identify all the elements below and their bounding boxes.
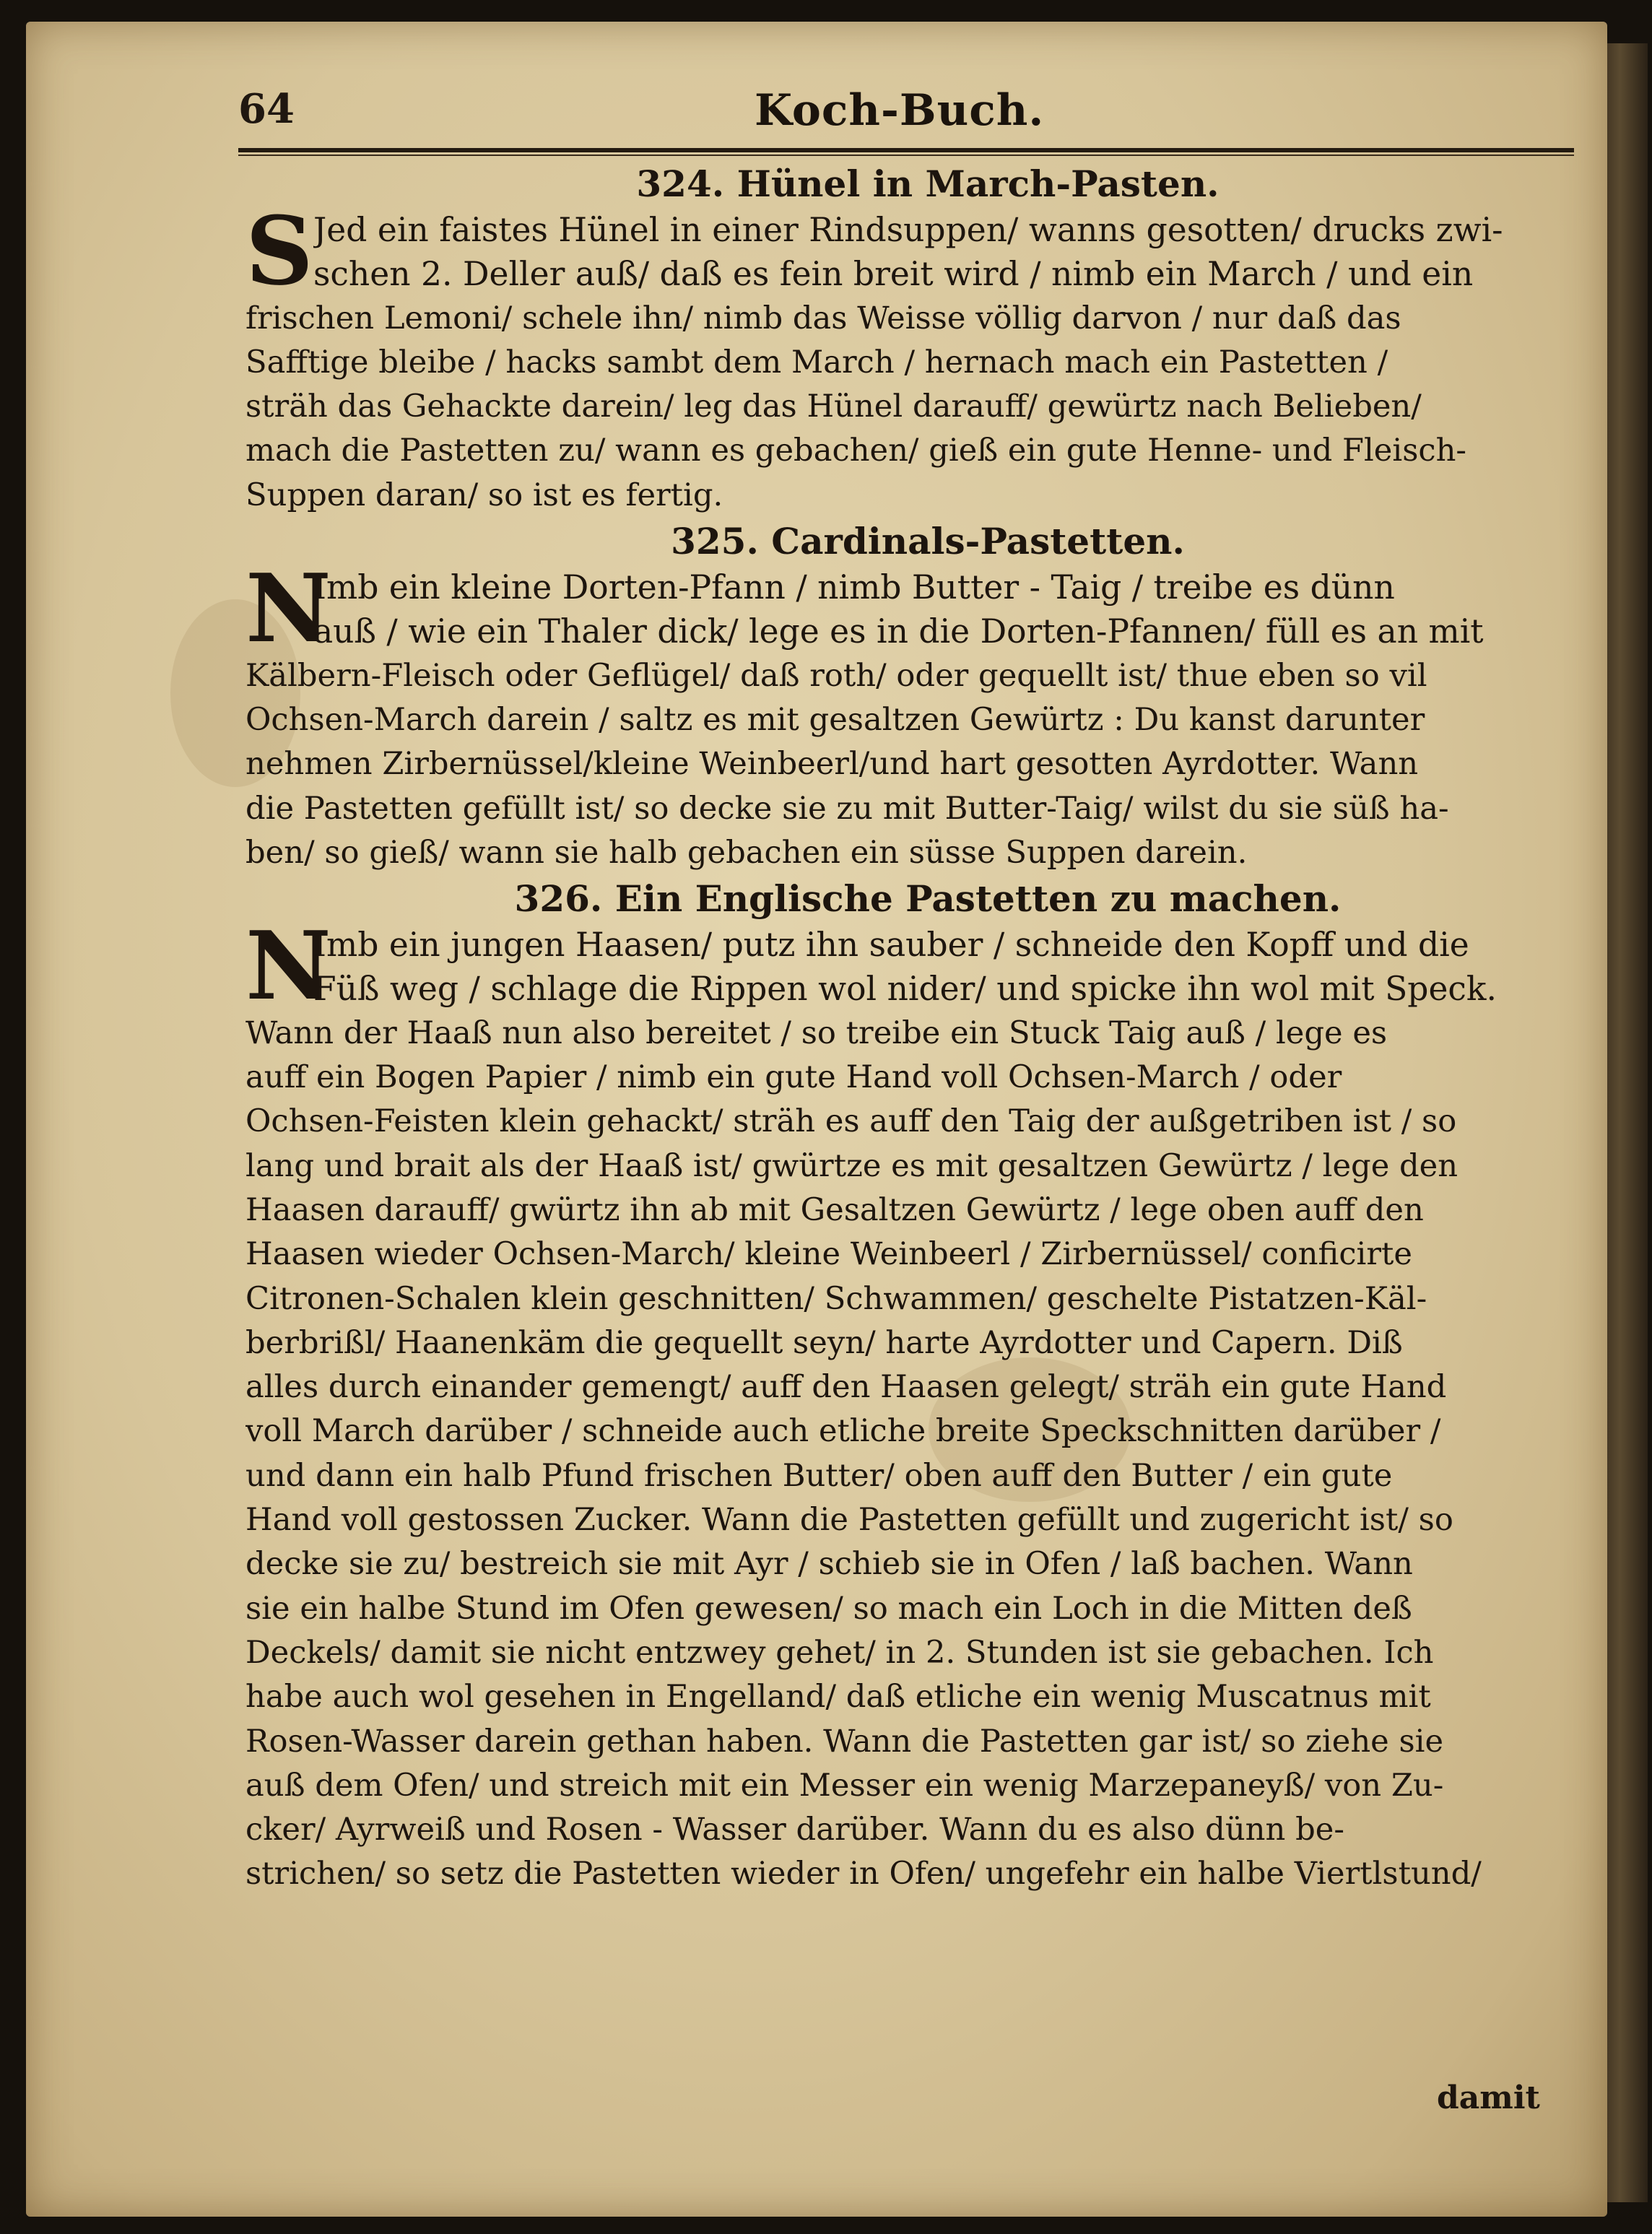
text-line: schen 2. Deller auß/ daß es fein breit wird / nimb ein March / und ein [313, 255, 1474, 294]
text-line: voll March darüber / schneide auch etliche breite Speckschnitten darüber / [245, 1413, 1441, 1450]
text-line: strichen/ so setz die Pastetten wieder in Ofen/ ungefehr ein halbe Viertlstund/ [245, 1856, 1482, 1892]
text-line: auff ein Bogen Papier / nimb ein gute Hand voll Ochsen-March / oder [245, 1059, 1342, 1096]
text-line: Rosen-Wasser darein gethan haben. Wann die Pastetten gar ist/ so ziehe sie [245, 1723, 1444, 1760]
text-line: und dann ein halb Pfund frischen Butter/ oben auff den Butter / ein gute [245, 1457, 1393, 1494]
text-line: Ochsen-March darein / saltz es mit gesaltzen Gewürtz : Du kanst darunter [245, 701, 1425, 738]
recipe-325 [245, 518, 1567, 875]
recipe-text [245, 910, 1567, 1897]
recipe-text [245, 553, 1567, 875]
recipe-heading: 324. Hünel in March-Pasten. [636, 162, 1220, 205]
text-line: ben/ so gieß/ wann sie halb gebachen ein süsse Suppen darein. [245, 834, 1248, 871]
text-line: nehmen Zirbernüssel/kleine Weinbeerl/und hart gesotten Ayrdotter. Wann [245, 746, 1419, 783]
text-line: auß dem Ofen/ und streich mit ein Messer ein wenig Marzepaneyß/ von Zu- [245, 1767, 1444, 1804]
text-line: Imb ein jungen Haasen/ putz ihn sauber / schneide den Kopff und die [313, 926, 1469, 965]
page-header [238, 85, 1574, 143]
text-line: Suppen daran/ so ist es fertig. [245, 477, 723, 513]
drop-capital: N [245, 553, 331, 664]
text-line: frischen Lemoni/ schele ihn/ nimb das Weisse völlig darvon / nur daß das [245, 300, 1401, 336]
text-line: Safftige bleibe / hacks sambt dem March / hernach mach ein Pastetten / [245, 344, 1388, 381]
text-line: Füß weg / schlage die Rippen wol nider/ und spicke ihn wol mit Speck. [313, 970, 1497, 1009]
text-line: lang und brait als der Haaß ist/ gwürtze es mit gesaltzen Gewürtz / lege den [245, 1147, 1458, 1184]
recipe-heading: 326. Ein Englische Pastetten zu machen. [514, 877, 1342, 921]
catchword: damit [1437, 2079, 1540, 2116]
header-rule-thin [238, 155, 1574, 156]
text-line: cker/ Ayrweiß und Rosen - Wasser darüber. Wann du es also dünn be- [245, 1812, 1344, 1848]
text-line: habe auch wol gesehen in Engelland/ daß etliche ein wenig Muscatnus mit [245, 1679, 1431, 1716]
text-line: Ochsen-Feisten klein gehackt/ sträh es auff den Taig der außgetriben ist / so [245, 1103, 1457, 1140]
text-line: berbrißl/ Haanenkäm die gequellt seyn/ harte Ayrdotter und Capern. Diß [245, 1324, 1403, 1361]
text-line: die Pastetten gefüllt ist/ so decke sie zu mit Butter-Taig/ wilst du sie süß ha- [245, 790, 1449, 827]
text-line: Haasen darauff/ gwürtz ihn ab mit Gesaltzen Gewürtz / lege oben auff den [245, 1191, 1424, 1228]
recipe-heading: 325. Cardinals-Pastetten. [671, 520, 1185, 563]
recipe-326 [245, 875, 1567, 1897]
text-line: Kälbern-Fleisch oder Geflügel/ daß roth/ oder gequellt ist/ thue eben so vil [245, 657, 1427, 694]
text-line: Hand voll gestossen Zucker. Wann die Pastetten gefüllt und zugericht ist/ so [245, 1502, 1453, 1539]
text-line: alles durch einander gemengt/ auff den Haasen gelegt/ sträh ein gute Hand [245, 1369, 1447, 1406]
running-title: Koch-Buch. [755, 85, 1045, 136]
page-number: 64 [238, 85, 295, 133]
drop-capital: N [245, 910, 331, 1022]
text-line: decke sie zu/ bestreich sie mit Ayr / schieb sie in Ofen / laß bachen. Wann [245, 1546, 1413, 1583]
page-body [245, 160, 1567, 1897]
recipe-text [245, 196, 1567, 518]
text-line: mach die Pastetten zu/ wann es gebachen/ gieß ein gute Henne- und Fleisch- [245, 433, 1467, 469]
text-line: auß / wie ein Thaler dick/ lege es in die Dorten-Pfannen/ füll es an mit [313, 612, 1484, 651]
text-line: Haasen wieder Ochsen-March/ kleine Weinbeerl / Zirbernüssel/ conficirte [245, 1236, 1412, 1273]
recipe-324 [245, 160, 1567, 518]
text-line: sträh das Gehackte darein/ leg das Hünel darauff/ gewürtz nach Belieben/ [245, 388, 1422, 425]
text-line: Deckels/ damit sie nicht entzwey gehet/ in 2. Stunden ist sie gebachen. Ich [245, 1634, 1434, 1671]
header-rule [238, 148, 1574, 152]
text-line: sie ein halbe Stund im Ofen gewesen/ so mach ein Loch in die Mitten deß [245, 1590, 1412, 1627]
text-line: Imb ein kleine Dorten-Pfann / nimb Butter - Taig / treibe es dünn [313, 568, 1395, 607]
text-line: Citronen-Schalen klein geschnitten/ Schwammen/ geschelte Pistatzen-Käl- [245, 1280, 1427, 1317]
text-line: Wann der Haaß nun also bereitet / so treibe ein Stuck Taig auß / lege es [245, 1014, 1388, 1051]
drop-capital: S [245, 196, 313, 306]
text-line: Jed ein faistes Hünel in einer Rindsuppen/ wanns gesotten/ drucks zwi- [313, 211, 1503, 249]
adjacent-page-edge [1601, 43, 1648, 2202]
